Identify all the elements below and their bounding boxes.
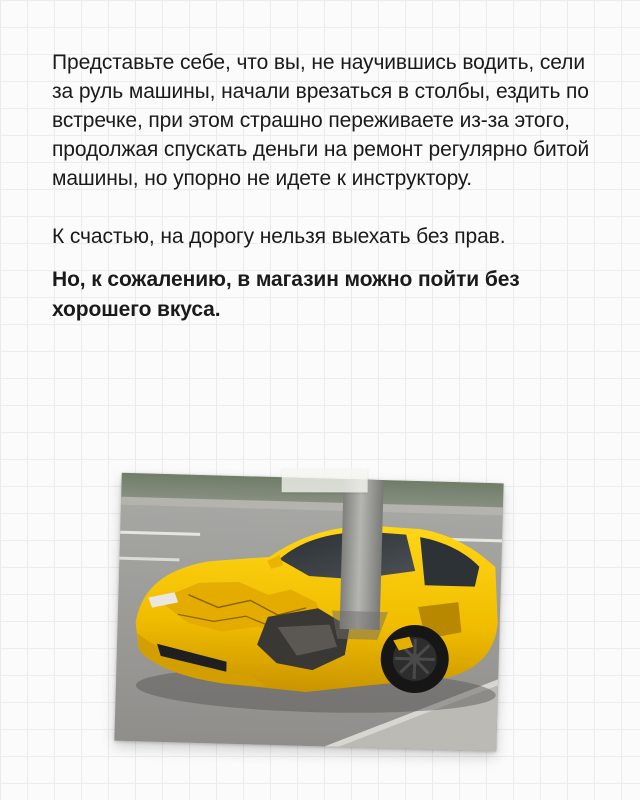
photo-frame — [114, 473, 503, 752]
crashed-car-photo — [114, 473, 503, 752]
license-paragraph: К счастью, на дорогу нельзя выехать без прав. — [52, 225, 506, 248]
intro-paragraph: Представьте себе, что вы, не научившись водить, сели за руль машины, начали врезаться в столбы, ездить по встречке, при этом страшно переживаете из-за этого, продолжая спускать деньги на ремонт регулярно битой машины, но упорно не идете к инструктору. — [52, 51, 590, 190]
punchline-paragraph: Но, к сожалению, в магазин можно пойти без хорошего вкуса. — [52, 268, 520, 321]
utility-pole — [340, 479, 384, 630]
tape-strip — [282, 468, 368, 492]
article-text — [52, 48, 592, 325]
car-crash-illustration — [114, 473, 503, 752]
